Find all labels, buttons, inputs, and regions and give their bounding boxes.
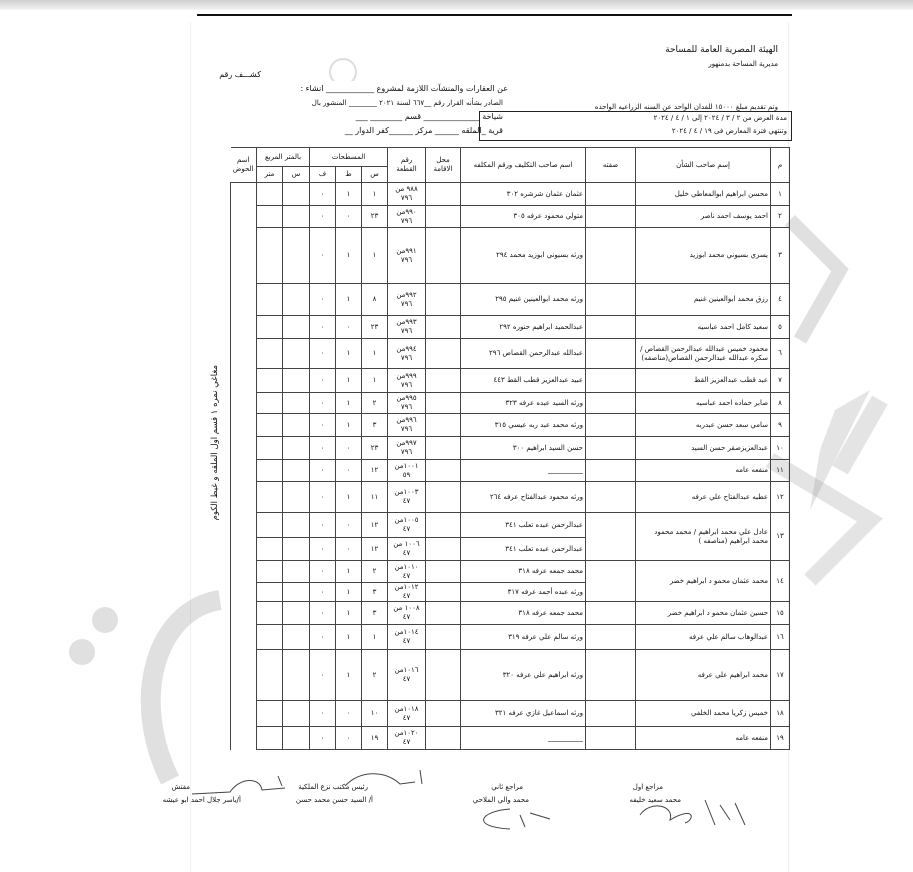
watermark-arc [151, 600, 220, 780]
capacity-cell [586, 316, 636, 339]
area-t-cell: ٠ [336, 460, 362, 482]
residence-cell [426, 538, 461, 561]
owner-name-cell: سعيد كامل احمد عباسيه [636, 316, 771, 339]
parcel-no-cell: ١٠١٨من ٤٧ [388, 701, 426, 727]
statement-no: كشـــف رقم [219, 70, 261, 79]
assignment-owner-cell: عبدالحميد ابراهيم حنوره ٢٩٢ [461, 316, 586, 339]
area-f-cell: ٠ [310, 602, 336, 625]
area-s-cell: ٢ [362, 650, 388, 701]
parcel-no-cell: ١٠١٠من ٤٧ [388, 561, 426, 583]
area-s-cell: ٢ [362, 561, 388, 583]
sqm-s-cell [283, 437, 310, 460]
assignment-owner-cell: عبدالله عبدالرحمن القصاص ٢٩٦ [461, 339, 586, 369]
area-s-cell: ١ [362, 339, 388, 369]
parcel-no-cell: ١٠١٤من ٤٧ [388, 625, 426, 650]
capacity-cell [586, 650, 636, 701]
sqm-m-cell [257, 583, 283, 602]
sqm-m-cell [257, 701, 283, 727]
capacity-cell [586, 369, 636, 393]
parcel-no-cell: ٩٩٥من ٧٩٦ [388, 393, 426, 414]
area-f-cell: ٠ [310, 369, 336, 393]
area-f-cell: ٠ [310, 414, 336, 437]
sqm-s-cell [283, 414, 310, 437]
header-sqm-m: متر [257, 167, 283, 183]
table-row [231, 284, 790, 316]
owner-name-cell: منفعه عامه [636, 460, 771, 482]
sqm-s-cell [283, 460, 310, 482]
sheyakha-line: شياخة ______________ قسم ________ ___ [355, 112, 503, 121]
area-s-cell: ٢٣ [362, 206, 388, 228]
area-s-cell: ١٩ [362, 727, 388, 750]
capacity-cell [586, 602, 636, 625]
watermark-dot [92, 607, 118, 633]
header-areas-f: ف [310, 167, 336, 183]
parcel-no-cell: ١٠١٢من ٤٧ [388, 583, 426, 602]
compensation-line: وتم تقديم مبلغ ١٥٠٠٠ للفدان الواحد عن السنه الزراعيه الواحده [594, 103, 778, 111]
serial-cell: ١٧ [771, 650, 790, 701]
table-row [231, 513, 790, 538]
sqm-s-cell [283, 339, 310, 369]
sqm-s-cell [283, 183, 310, 206]
serial-cell: ١٠ [771, 437, 790, 460]
assignment-owner-cell: عثمان عثمان شرشره ٣٠٢ [461, 183, 586, 206]
handwritten-signature-inspector [190, 772, 300, 802]
owner-name-cell: محسن ابراهيم ابوالمعاطي خليل [636, 183, 771, 206]
header-parcel-no: رقم القطعة [388, 148, 426, 183]
directorate: مديرية المساحة بدمنهور [708, 60, 778, 68]
residence-cell [426, 393, 461, 414]
capacity-cell [586, 437, 636, 460]
parcel-no-cell: ١٠٠٣من ٤٧ [388, 482, 426, 513]
sqm-m-cell [257, 228, 283, 284]
owner-name-cell: عبدالعزيزصقر حسن السيد [636, 437, 771, 460]
capacity-cell [586, 701, 636, 727]
area-f-cell: ٠ [310, 727, 336, 750]
capacity-cell [586, 284, 636, 316]
area-s-cell: ١ [362, 369, 388, 393]
parcel-no-cell: ١٠٠٨ من ٤٧ [388, 602, 426, 625]
sqm-m-cell [257, 414, 283, 437]
residence-cell [426, 583, 461, 602]
sqm-m-cell [257, 538, 283, 561]
header-serial: م [771, 148, 790, 183]
table-row [231, 437, 790, 460]
table-body [231, 183, 790, 750]
area-f-cell: ٠ [310, 513, 336, 538]
header-residence: محل الاقامة [426, 148, 461, 183]
header-rule [197, 14, 792, 16]
parcel-no-cell: ٩٩٦من ٧٩٦ [388, 414, 426, 437]
assignment-owner-cell: عبدالرحمن عبده تعلب ٣٤١ [461, 513, 586, 538]
header-areas-t: ط [336, 167, 362, 183]
area-t-cell: ١ [336, 482, 362, 513]
sqm-m-cell [257, 561, 283, 583]
capacity-cell [586, 625, 636, 650]
area-t-cell: ١ [336, 228, 362, 284]
area-f-cell: ٠ [310, 625, 336, 650]
table-row [231, 482, 790, 513]
area-t-cell: ٠ [336, 206, 362, 228]
area-f-cell: ٠ [310, 183, 336, 206]
area-f-cell: ٠ [310, 284, 336, 316]
signature-title-3: رئيس مكتب نزع الملكية [298, 783, 368, 791]
serial-cell: ١٤ [771, 561, 790, 602]
about-line [300, 84, 508, 93]
signature-name-2: محمد والي الملاحي [472, 796, 529, 804]
residence-cell [426, 206, 461, 228]
header-sqm: بالمتر المربع [257, 148, 310, 167]
parcel-no-cell: ٩٨٨ من ٧٩٦ [388, 183, 426, 206]
sqm-m-cell [257, 284, 283, 316]
header-owner-name: إسم صاحب الشأن [636, 148, 771, 183]
area-f-cell: ٠ [310, 538, 336, 561]
area-f-cell: ٠ [310, 316, 336, 339]
header-basin-name: اسم الحوض [231, 148, 257, 183]
residence-cell [426, 183, 461, 206]
residence-cell [426, 339, 461, 369]
area-t-cell: ١ [336, 583, 362, 602]
serial-cell: ١٢ [771, 482, 790, 513]
area-s-cell: ١١ [362, 482, 388, 513]
table-row [231, 602, 790, 625]
capacity-cell [586, 513, 636, 561]
faint-circle [328, 57, 358, 81]
signature-title-1: مراجع اول [632, 783, 663, 791]
assignment-owner-cell: محمد جمعه عرفه ٣١٨ [461, 561, 586, 583]
sqm-s-cell [283, 561, 310, 583]
area-t-cell: ٠ [336, 701, 362, 727]
area-s-cell: ١٢ [362, 538, 388, 561]
residence-cell [426, 316, 461, 339]
area-t-cell: ١ [336, 183, 362, 206]
assignment-owner-cell: ورثه السيد عبده عرفه ٣٢٣ [461, 393, 586, 414]
signature-name-4: أ/ياسر جلال احمد ابو عيشه [162, 796, 241, 804]
decree-line: الصادر بشأنه القرار رقم __٦٦٧ لسنة ٢٠٢١ ________ المنشور بال [311, 99, 503, 107]
sqm-s-cell [283, 228, 310, 284]
sqm-m-cell [257, 727, 283, 750]
header-assignment-owner: اسم صاحب التكليف ورقم المكلفه [461, 148, 586, 183]
sqm-s-cell [283, 513, 310, 538]
serial-cell: ١٣ [771, 513, 790, 561]
assignment-owner-cell: محمد جمعه عرفه ٣١٨ [461, 602, 586, 625]
display-end: وتنتهي فترة المعارض فى ١٩ / ٤ / ٢٠٢٤ [671, 127, 787, 135]
residence-cell [426, 482, 461, 513]
parcel-no-cell: ٩٩٠من ٧٩٦ [388, 206, 426, 228]
area-f-cell: ٠ [310, 650, 336, 701]
area-s-cell: ٢٣ [362, 316, 388, 339]
residence-cell [426, 513, 461, 538]
sqm-s-cell [283, 393, 310, 414]
owner-name-cell: عطيه عبدالفتاح علي عرفه [636, 482, 771, 513]
assignment-owner-cell: __________ [461, 460, 586, 482]
serial-cell: ٩ [771, 414, 790, 437]
signature-name-3: أ/ السيد حسن محمد حسن [295, 796, 373, 804]
owner-name-cell: احمد يوسف احمد ناصر [636, 206, 771, 228]
area-s-cell: ١٠ [362, 701, 388, 727]
area-s-cell: ٢٣ [362, 437, 388, 460]
parcels-table [230, 147, 790, 750]
sqm-m-cell [257, 602, 283, 625]
area-s-cell: ٣ [362, 414, 388, 437]
serial-cell: ٤ [771, 284, 790, 316]
assignment-owner-cell: ورثه ابراهيم علي عرفه ٣٢٠ [461, 650, 586, 701]
assignment-owner-cell: عبدالرحمن عبده تعلب ٣٤١ [461, 538, 586, 561]
parcel-no-cell: ١٠٠١من ٥٩ [388, 460, 426, 482]
area-s-cell: ١ [362, 228, 388, 284]
area-s-cell: ١ [362, 183, 388, 206]
area-s-cell: ١٢ [362, 460, 388, 482]
signature-name-1: محمد سعيد خليفه [629, 796, 681, 804]
table-row [231, 369, 790, 393]
sqm-m-cell [257, 625, 283, 650]
area-s-cell: ١٢ [362, 513, 388, 538]
sqm-m-cell [257, 437, 283, 460]
sqm-s-cell [283, 482, 310, 513]
handwritten-signature-head [340, 768, 440, 798]
area-f-cell: ٠ [310, 561, 336, 583]
assignment-owner-cell: __________ [461, 727, 586, 750]
area-f-cell: ٠ [310, 460, 336, 482]
sqm-s-cell [283, 583, 310, 602]
table-row [231, 339, 790, 369]
area-t-cell: ٠ [336, 513, 362, 538]
table-row [231, 393, 790, 414]
area-t-cell: ١ [336, 625, 362, 650]
sqm-m-cell [257, 393, 283, 414]
area-t-cell: ١ [336, 369, 362, 393]
residence-cell [426, 561, 461, 583]
serial-cell: ١٦ [771, 625, 790, 650]
area-t-cell: ١ [336, 561, 362, 583]
capacity-cell [586, 482, 636, 513]
sqm-s-cell [283, 602, 310, 625]
sqm-s-cell [283, 316, 310, 339]
header-capacity: صفته [586, 148, 636, 183]
area-f-cell: ٠ [310, 482, 336, 513]
serial-cell: ٢ [771, 206, 790, 228]
sqm-s-cell [283, 701, 310, 727]
sqm-s-cell [283, 650, 310, 701]
parcel-no-cell: ٩٩٧من ٧٩٦ [388, 437, 426, 460]
table-row [231, 701, 790, 727]
parcel-no-cell: ٩٩١من ٧٩٦ [388, 228, 426, 284]
parcel-no-cell: ٩٩٢من ٧٩٦ [388, 284, 426, 316]
assignment-owner-cell: ورثه بسيوني ابوزيد محمد ٢٩٤ [461, 228, 586, 284]
handwritten-signature-reviewer-1 [635, 795, 755, 835]
area-s-cell: ٣ [362, 602, 388, 625]
parcel-no-cell: ٩٩٤من ٧٩٦ [388, 339, 426, 369]
serial-cell: ٧ [771, 369, 790, 393]
sqm-s-cell [283, 538, 310, 561]
residence-cell [426, 701, 461, 727]
signature-title-2: مراجع ثاني [491, 783, 523, 791]
area-t-cell: ١ [336, 284, 362, 316]
area-f-cell: ٠ [310, 206, 336, 228]
serial-cell: ١١ [771, 460, 790, 482]
parcel-no-cell: ١٠٢٠من ٤٧ [388, 727, 426, 750]
header-sqm-s: س [283, 167, 310, 183]
sqm-m-cell [257, 339, 283, 369]
table-row [231, 183, 790, 206]
capacity-cell [586, 228, 636, 284]
owner-name-cell: عادل علي محمد ابراهيم / محمد محمود محمد ابراهيم (مناصفه ) [636, 513, 771, 561]
serial-cell: ١ [771, 183, 790, 206]
area-t-cell: ١ [336, 339, 362, 369]
parcel-no-cell: ١٠٠٥من ٤٧ [388, 513, 426, 538]
owner-name-cell: رزق محمد ابوالعينين غنيم [636, 284, 771, 316]
sqm-s-cell [283, 284, 310, 316]
table-row [231, 650, 790, 701]
assignment-owner-cell: ورثه سالم علي عرفه ٣١٩ [461, 625, 586, 650]
sqm-m-cell [257, 316, 283, 339]
capacity-cell [586, 183, 636, 206]
capacity-cell [586, 414, 636, 437]
sqm-s-cell [283, 369, 310, 393]
assignment-owner-cell: عبيد عبدالعزيز قطب القط ٤٤٣ [461, 369, 586, 393]
capacity-cell [586, 339, 636, 369]
basin-side-label: مغاغي نمره ١ قسم اول الملقه و غيط الكوم [210, 365, 220, 521]
area-f-cell: ٠ [310, 437, 336, 460]
handwritten-signature-reviewer-2 [470, 805, 560, 835]
area-s-cell: ٨ [362, 284, 388, 316]
area-t-cell: ٠ [336, 437, 362, 460]
parcel-no-cell: ١٠٠٦ من ٤٧ [388, 538, 426, 561]
parcel-no-cell: ٩٩٩من ٧٩٦ [388, 369, 426, 393]
serial-cell: ٨ [771, 393, 790, 414]
about-line-text: عن العقارات والمنشآت اللازمة لمشروع ____________ انشاء : [300, 84, 508, 93]
sqm-s-cell [283, 206, 310, 228]
capacity-cell [586, 460, 636, 482]
capacity-cell [586, 206, 636, 228]
residence-cell [426, 228, 461, 284]
table-row [231, 561, 790, 583]
table-row [231, 625, 790, 650]
assignment-owner-cell: ورثه محمود عبدالفتاح عرفه ٢٦٤ [461, 482, 586, 513]
residence-cell [426, 460, 461, 482]
sqm-m-cell [257, 513, 283, 538]
parcel-no-cell: ١٠١٦من ٤٧ [388, 650, 426, 701]
table-row [231, 460, 790, 482]
watermark-dot [69, 639, 95, 665]
area-f-cell: ٠ [310, 701, 336, 727]
area-f-cell: ٠ [310, 583, 336, 602]
residence-cell [426, 602, 461, 625]
parcel-no-cell: ٩٩٣من ٧٩٦ [388, 316, 426, 339]
village-line: قرية _الملقه ______ مركز ______كفر الدوار __ [344, 126, 503, 135]
owner-name-cell: محمد عثمان محمو د ابراهيم خضر [636, 561, 771, 602]
owner-name-cell: حسين عثمان محمو د ابراهيم خضر [636, 602, 771, 625]
capacity-cell [586, 727, 636, 750]
serial-cell: ١٩ [771, 727, 790, 750]
signature-title-4: مفتش [171, 783, 190, 791]
area-f-cell: ٠ [310, 228, 336, 284]
sqm-s-cell [283, 625, 310, 650]
table-row [231, 206, 790, 228]
sqm-m-cell [257, 650, 283, 701]
area-f-cell: ٠ [310, 393, 336, 414]
header-areas-s: س [362, 167, 388, 183]
area-s-cell: ٢ [362, 393, 388, 414]
sqm-m-cell [257, 460, 283, 482]
area-s-cell: ٣ [362, 583, 388, 602]
header-areas: المسطحات [310, 148, 388, 167]
residence-cell [426, 625, 461, 650]
table-row [231, 316, 790, 339]
sqm-s-cell [283, 727, 310, 750]
owner-name-cell: عبدالوهاب سالم علي عرفه [636, 625, 771, 650]
org-name: الهيئة المصرية العامة للمساحة [665, 45, 778, 55]
sqm-m-cell [257, 482, 283, 513]
residence-cell [426, 437, 461, 460]
owner-name-cell: منفعه عامه [636, 727, 771, 750]
area-t-cell: ٠ [336, 316, 362, 339]
capacity-cell [586, 561, 636, 602]
owner-name-cell: سامي سعد حسن عبدربه [636, 414, 771, 437]
area-f-cell: ٠ [310, 339, 336, 369]
area-t-cell: ١ [336, 414, 362, 437]
serial-cell: ٣ [771, 228, 790, 284]
assignment-owner-cell: ورثه اسماعيل غازي عرفه ٣٢١ [461, 701, 586, 727]
residence-cell [426, 650, 461, 701]
table-row [231, 414, 790, 437]
display-period: مدة العرض من ٢ / ٣ / ٢٠٢٤ إلى ١ / ٤ / ٢٠٢٤ [653, 114, 787, 122]
owner-name-cell: عبد قطب عبدالعزيز القط [636, 369, 771, 393]
table-row [231, 228, 790, 284]
serial-cell: ١٨ [771, 701, 790, 727]
assignment-owner-cell: ورثه محمد عبد ربه عيسي ٣١٥ [461, 414, 586, 437]
table-row [231, 727, 790, 750]
residence-cell [426, 727, 461, 750]
sqm-m-cell [257, 369, 283, 393]
serial-cell: ١٥ [771, 602, 790, 625]
owner-name-cell: خميس زكريا محمد الخلفي [636, 701, 771, 727]
area-t-cell: ١ [336, 650, 362, 701]
owner-name-cell: صابر حماده احمد عباسيه [636, 393, 771, 414]
assignment-owner-cell: ورثه محمد ابوالعينين غنيم ٢٩٥ [461, 284, 586, 316]
area-t-cell: ٠ [336, 727, 362, 750]
serial-cell: ٥ [771, 316, 790, 339]
owner-name-cell: يسري بسيوني محمد ابوزيد [636, 228, 771, 284]
area-t-cell: ١ [336, 393, 362, 414]
area-t-cell: ٠ [336, 538, 362, 561]
owner-name-cell: محمود خميس عبدالله عبدالرحمن القصاص /سكره عبدالله عبدالرحمن القصاص(مناصفه) [636, 339, 771, 369]
serial-cell: ٦ [771, 339, 790, 369]
capacity-cell [586, 393, 636, 414]
sqm-m-cell [257, 206, 283, 228]
assignment-owner-cell: حسن السيد ابراهيم ٣٠٠ [461, 437, 586, 460]
residence-cell [426, 369, 461, 393]
assignment-owner-cell: متولي محمود عرفه ٣٠٥ [461, 206, 586, 228]
sqm-m-cell [257, 183, 283, 206]
top-bar [0, 0, 913, 10]
residence-cell [426, 284, 461, 316]
area-s-cell: ١ [362, 625, 388, 650]
owner-name-cell: محمد ابراهيم علي عرفه [636, 650, 771, 701]
area-t-cell: ١ [336, 602, 362, 625]
residence-cell [426, 414, 461, 437]
assignment-owner-cell: ورثه عبده أحمد عرفه ٣١٧ [461, 583, 586, 602]
basin-cell [231, 183, 257, 750]
